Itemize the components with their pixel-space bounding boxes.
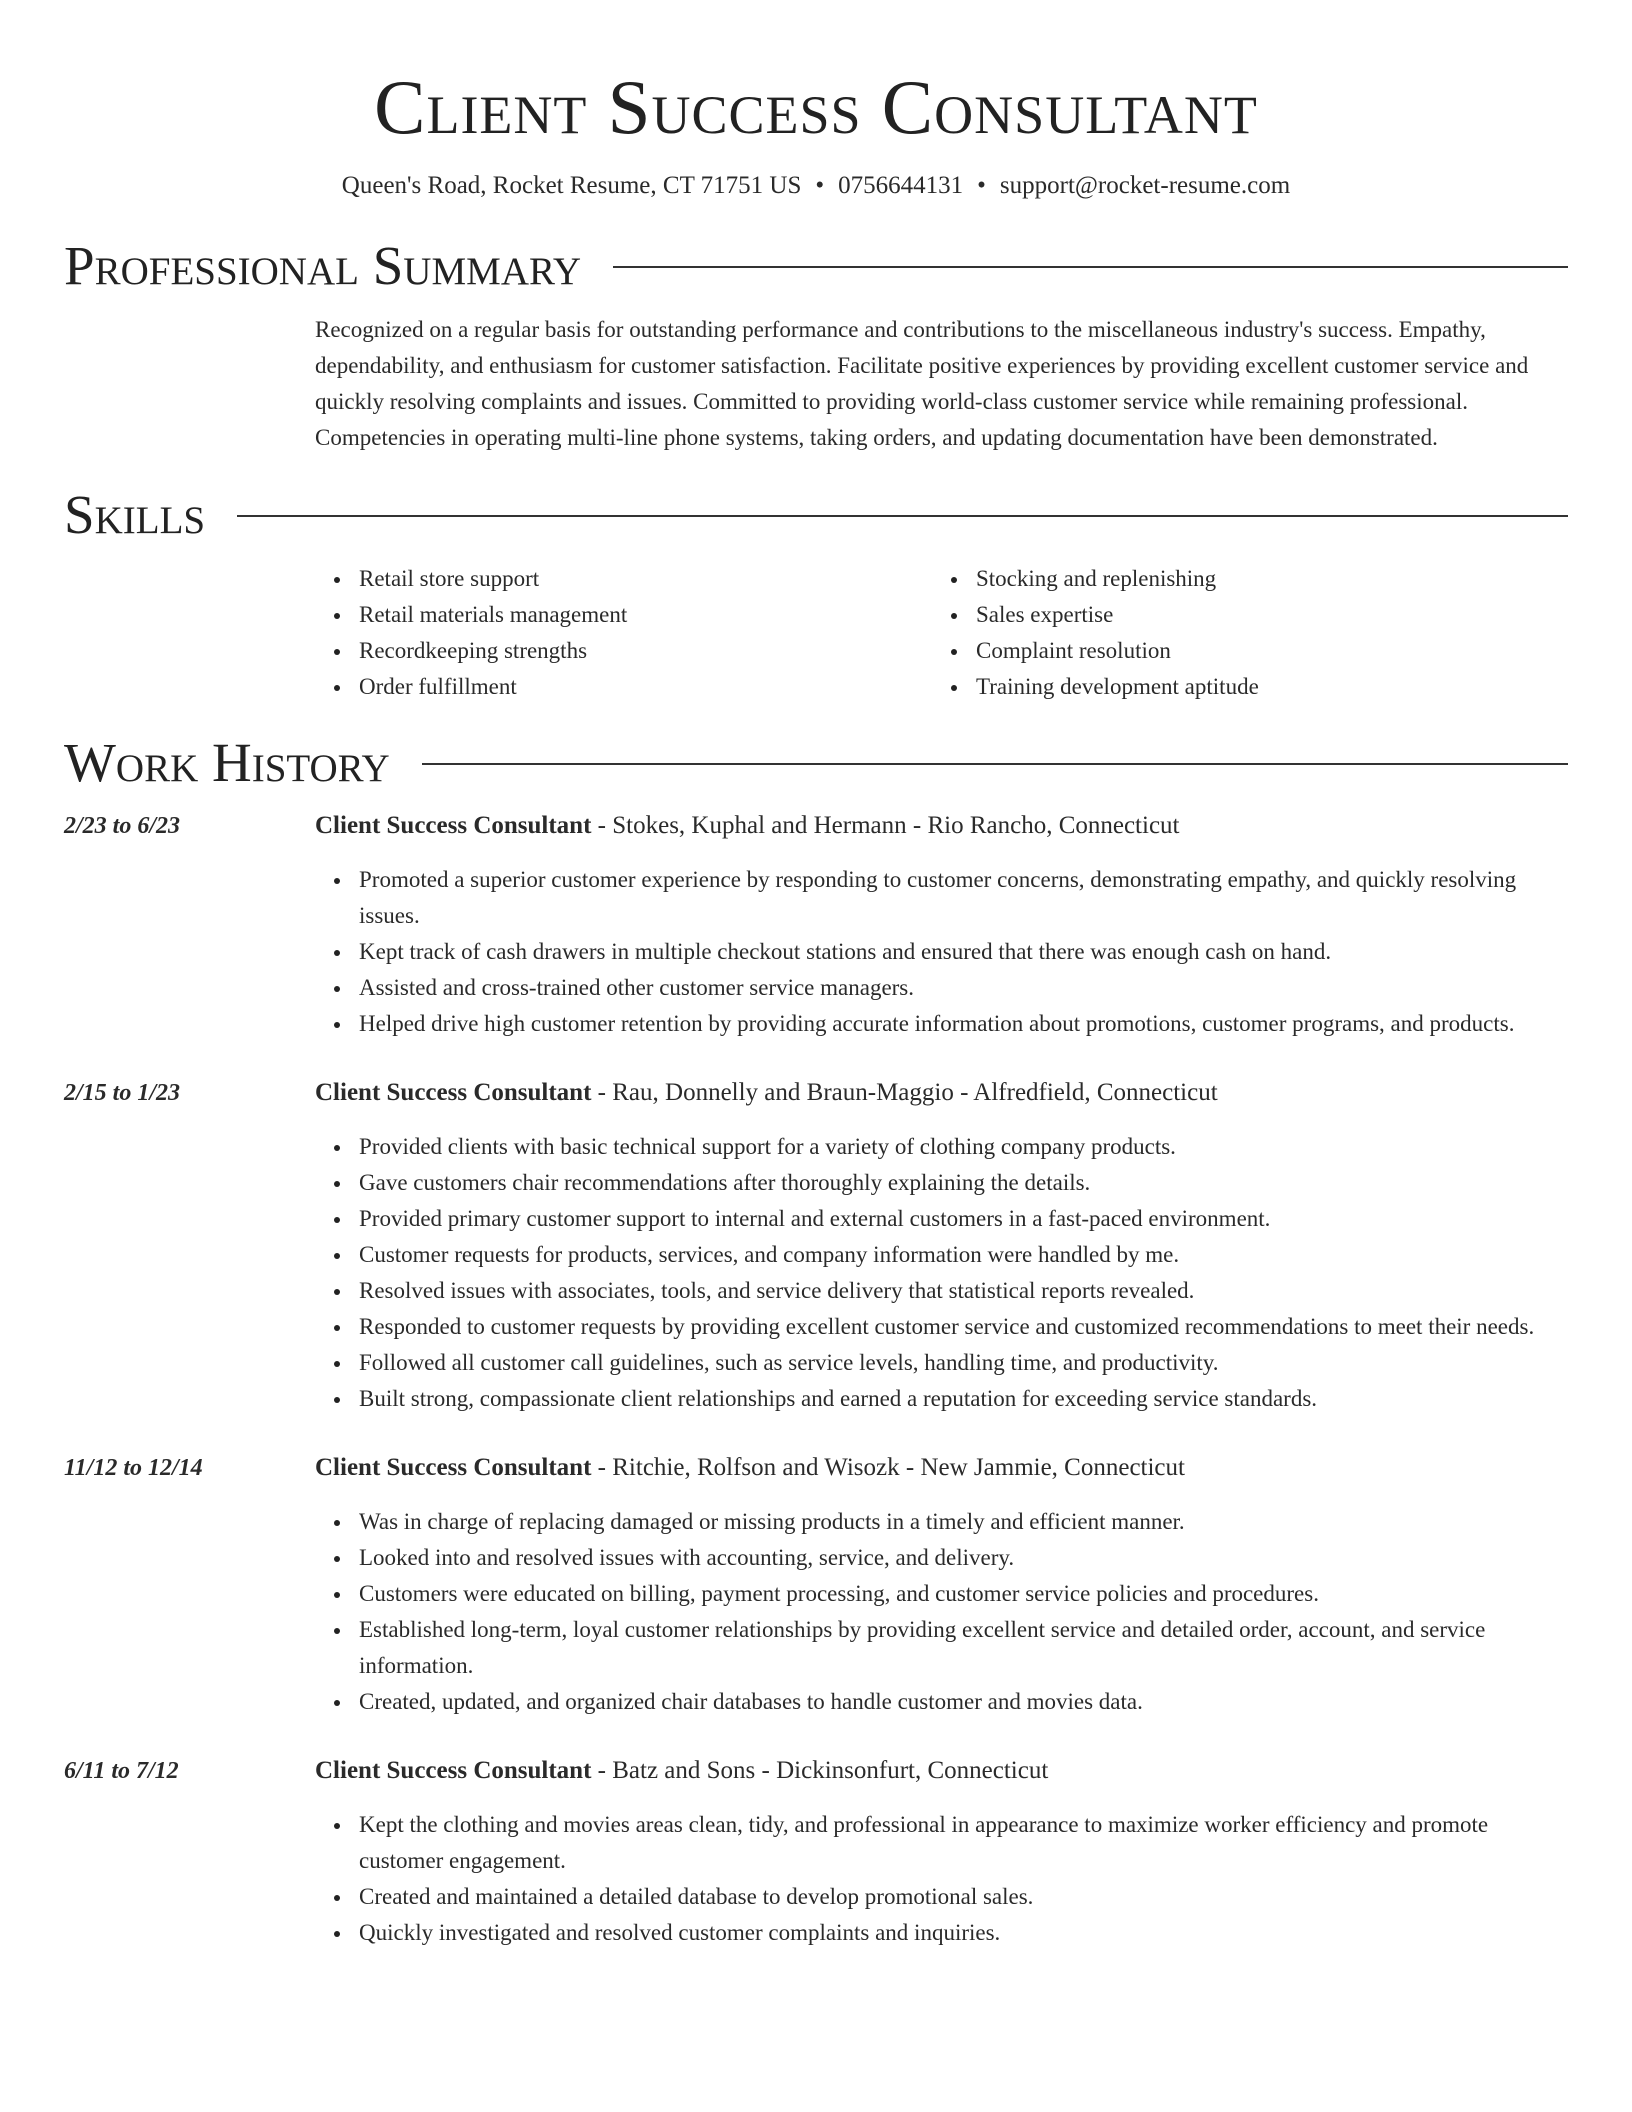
contact-line <box>64 170 1568 202</box>
job-dates: 2/15 to 1/23 <box>64 1080 181 1106</box>
skills-columns <box>315 561 1568 705</box>
skills-list-right <box>932 561 1549 705</box>
skill-item: Complaint resolution <box>932 633 1549 669</box>
job-employer: - Rau, Donnelly and Braun-Maggio - Alfredfield, Connecticut <box>591 1079 1218 1106</box>
skills-header <box>64 484 1568 546</box>
skill-item: Recordkeeping strengths <box>315 633 932 669</box>
job-title-line <box>315 1450 1568 1486</box>
job-bullet: Followed all customer call guidelines, such as service levels, handling time, and productivity. <box>315 1345 1568 1381</box>
job-bullet: Resolved issues with associates, tools, and service delivery that statistical reports revealed. <box>315 1273 1568 1309</box>
job-bullets <box>315 1807 1568 1951</box>
job-bullet: Established long-term, loyal customer relationships by providing excellent service and detailed order, account, and service information. <box>315 1612 1568 1684</box>
job-bullet: Helped drive high customer retention by providing accurate information about promotions, customer programs, and products. <box>315 1006 1568 1042</box>
skills-list-left <box>315 561 932 705</box>
job-title: Client Success Consultant <box>315 1454 592 1481</box>
job-entry <box>64 1450 1568 1720</box>
job-title: Client Success Consultant <box>315 1757 592 1784</box>
job-bullet: Quickly investigated and resolved customer complaints and inquiries. <box>315 1915 1568 1951</box>
job-employer: - Batz and Sons - Dickinsonfurt, Connecticut <box>591 1757 1049 1784</box>
job-bullet: Responded to customer requests by providing excellent customer service and customized recommendations to meet their needs. <box>315 1309 1568 1345</box>
summary-header <box>64 235 1568 297</box>
section-divider <box>237 515 1568 517</box>
work-history-header <box>64 732 1568 794</box>
job-bullets <box>315 1504 1568 1720</box>
contact-email: support@rocket-resume.com <box>999 172 1291 199</box>
job-bullet: Assisted and cross-trained other customer service managers. <box>315 970 1568 1006</box>
job-title-line <box>315 1075 1568 1111</box>
job-bullet: Created, updated, and organized chair databases to handle customer and movies data. <box>315 1684 1568 1720</box>
job-bullet: Promoted a superior customer experience by responding to customer concerns, demonstrating empathy, and quickly resolving issues. <box>315 862 1568 934</box>
job-title: Client Success Consultant <box>315 1079 592 1106</box>
job-bullet: Gave customers chair recommendations after thoroughly explaining the details. <box>315 1165 1568 1201</box>
skill-item: Retail materials management <box>315 597 932 633</box>
job-bullet: Looked into and resolved issues with accounting, service, and delivery. <box>315 1540 1568 1576</box>
candidate-name: Client Success Consultant <box>374 64 1258 150</box>
job-title-line <box>315 808 1568 844</box>
skills-heading: Skills <box>64 484 206 545</box>
job-entry <box>64 808 1568 1042</box>
contact-phone: 0756644131 <box>838 172 964 199</box>
skill-item: Order fulfillment <box>315 669 932 705</box>
summary-section <box>64 235 1568 456</box>
job-bullet: Was in charge of replacing damaged or missing products in a timely and efficient manner. <box>315 1504 1568 1540</box>
job-bullet: Kept track of cash drawers in multiple checkout stations and ensured that there was enough cash on hand. <box>315 934 1568 970</box>
job-employer: - Stokes, Kuphal and Hermann - Rio Rancho, Connecticut <box>591 812 1180 839</box>
job-entry <box>64 1075 1568 1417</box>
job-dates: 2/23 to 6/23 <box>64 813 181 839</box>
summary-text: Recognized on a regular basis for outstanding performance and contributions to the miscellaneous industry's success. Empathy, dependability, and enthusiasm for customer satisfaction. Facilitate positive experiences by providing excellent customer service and quickly resolving complaints and issues. Committed to providing world-class customer service while remaining professional. Competencies in operating multi-line phone systems, taking orders, and updating documentation have been demonstrated. <box>315 317 1529 450</box>
job-bullet: Customers were educated on billing, payment processing, and customer service policies and procedures. <box>315 1576 1568 1612</box>
skill-item: Stocking and replenishing <box>932 561 1549 597</box>
job-dates: 11/12 to 12/14 <box>64 1455 203 1481</box>
contact-address: Queen's Road, Rocket Resume, CT 71751 US <box>341 172 802 199</box>
job-bullet: Provided primary customer support to internal and external customers in a fast-paced environment. <box>315 1201 1568 1237</box>
skill-item: Retail store support <box>315 561 932 597</box>
contact-separator: • <box>977 172 986 199</box>
job-entry <box>64 1753 1568 1951</box>
contact-separator: • <box>815 172 825 199</box>
job-bullets <box>315 1129 1568 1417</box>
job-dates: 6/11 to 7/12 <box>64 1758 179 1784</box>
resume-page <box>64 0 1568 1951</box>
summary-heading: Professional Summary <box>64 235 582 296</box>
job-employer: - Ritchie, Rolfson and Wisozk - New Jammie, Connecticut <box>591 1454 1185 1481</box>
section-divider <box>613 266 1568 268</box>
skills-section <box>64 484 1568 705</box>
job-bullet: Created and maintained a detailed database to develop promotional sales. <box>315 1879 1568 1915</box>
skill-item: Training development aptitude <box>932 669 1549 705</box>
work-history-section <box>64 732 1568 1951</box>
job-bullet: Kept the clothing and movies areas clean, tidy, and professional in appearance to maximize worker efficiency and promote customer engagement. <box>315 1807 1568 1879</box>
job-bullets <box>315 862 1568 1042</box>
job-title-line <box>315 1753 1568 1789</box>
job-bullet: Customer requests for products, services, and company information were handled by me. <box>315 1237 1568 1273</box>
job-bullet: Provided clients with basic technical support for a variety of clothing company products. <box>315 1129 1568 1165</box>
job-bullet: Built strong, compassionate client relationships and earned a reputation for exceeding service standards. <box>315 1381 1568 1417</box>
skill-item: Sales expertise <box>932 597 1549 633</box>
section-divider <box>422 763 1568 765</box>
job-title: Client Success Consultant <box>315 812 592 839</box>
work-history-heading: Work History <box>64 732 390 793</box>
